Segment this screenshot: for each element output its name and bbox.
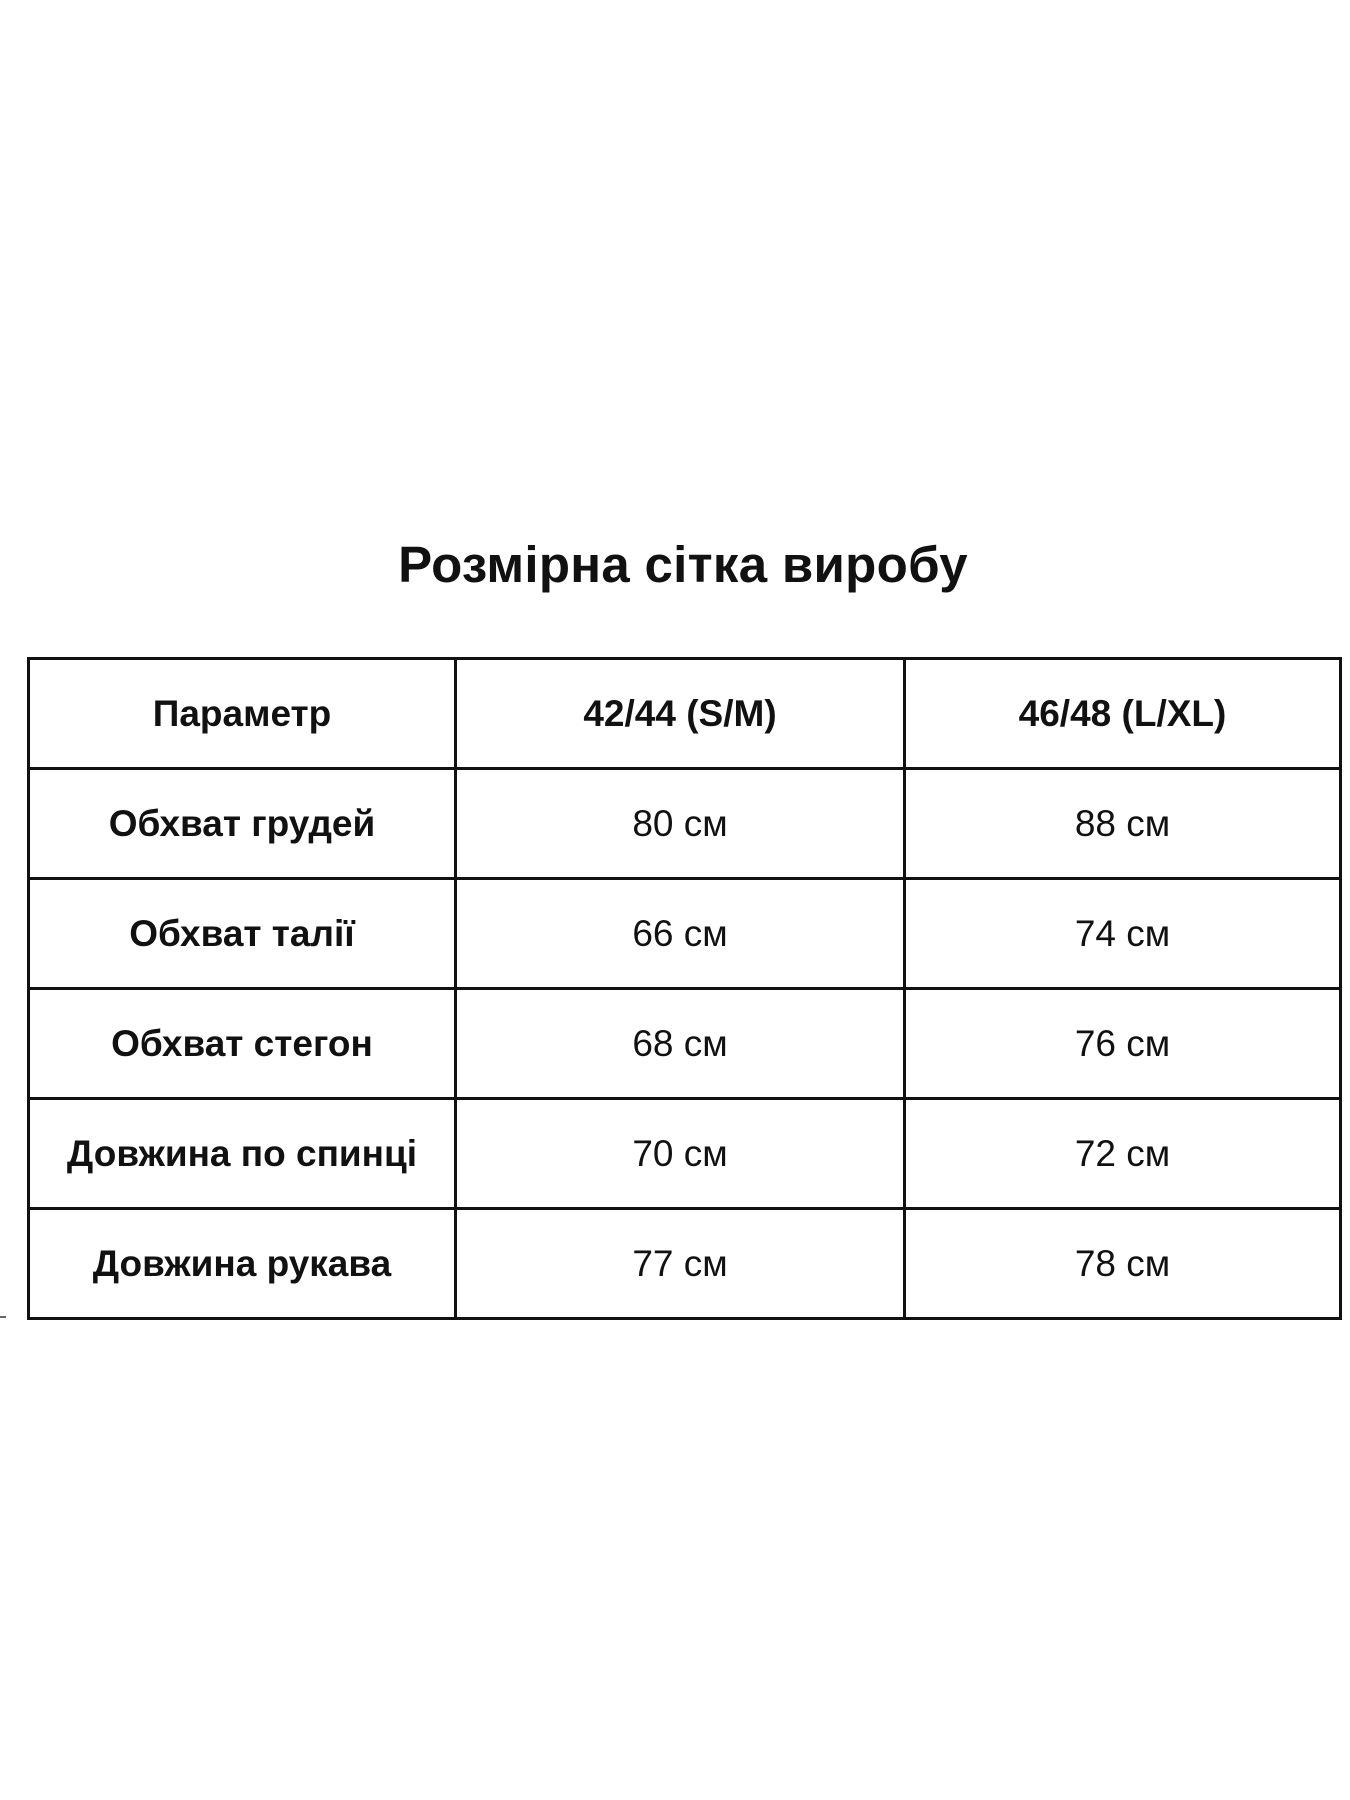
row-parameter-label: Обхват стегон xyxy=(29,989,456,1099)
table-row xyxy=(29,769,1341,879)
table-header-row xyxy=(29,659,1341,769)
size-chart-table xyxy=(27,657,1342,1320)
value-l-xl: 76 см xyxy=(905,989,1341,1099)
value-l-xl: 88 см xyxy=(905,769,1341,879)
table-row xyxy=(29,989,1341,1099)
row-parameter-label: Довжина по спинці xyxy=(29,1099,456,1209)
value-l-xl: 74 см xyxy=(905,879,1341,989)
value-s-m: 70 см xyxy=(456,1099,905,1209)
value-l-xl: 72 см xyxy=(905,1099,1341,1209)
table-row xyxy=(29,1099,1341,1209)
column-header-size-l-xl: 46/48 (L/XL) xyxy=(905,659,1341,769)
column-header-size-s-m: 42/44 (S/M) xyxy=(456,659,905,769)
value-l-xl: 78 см xyxy=(905,1209,1341,1319)
row-parameter-label: Обхват грудей xyxy=(29,769,456,879)
value-s-m: 68 см xyxy=(456,989,905,1099)
value-s-m: 80 см xyxy=(456,769,905,879)
value-s-m: 77 см xyxy=(456,1209,905,1319)
page-title: Розмірна сітка виробу xyxy=(398,536,968,593)
table-row xyxy=(29,879,1341,989)
row-parameter-label: Обхват талії xyxy=(29,879,456,989)
row-parameter-label: Довжина рукава xyxy=(29,1209,456,1319)
value-s-m: 66 см xyxy=(456,879,905,989)
table-row xyxy=(29,1209,1341,1319)
column-header-parameter: Параметр xyxy=(29,659,456,769)
edge-mark xyxy=(0,1316,6,1318)
